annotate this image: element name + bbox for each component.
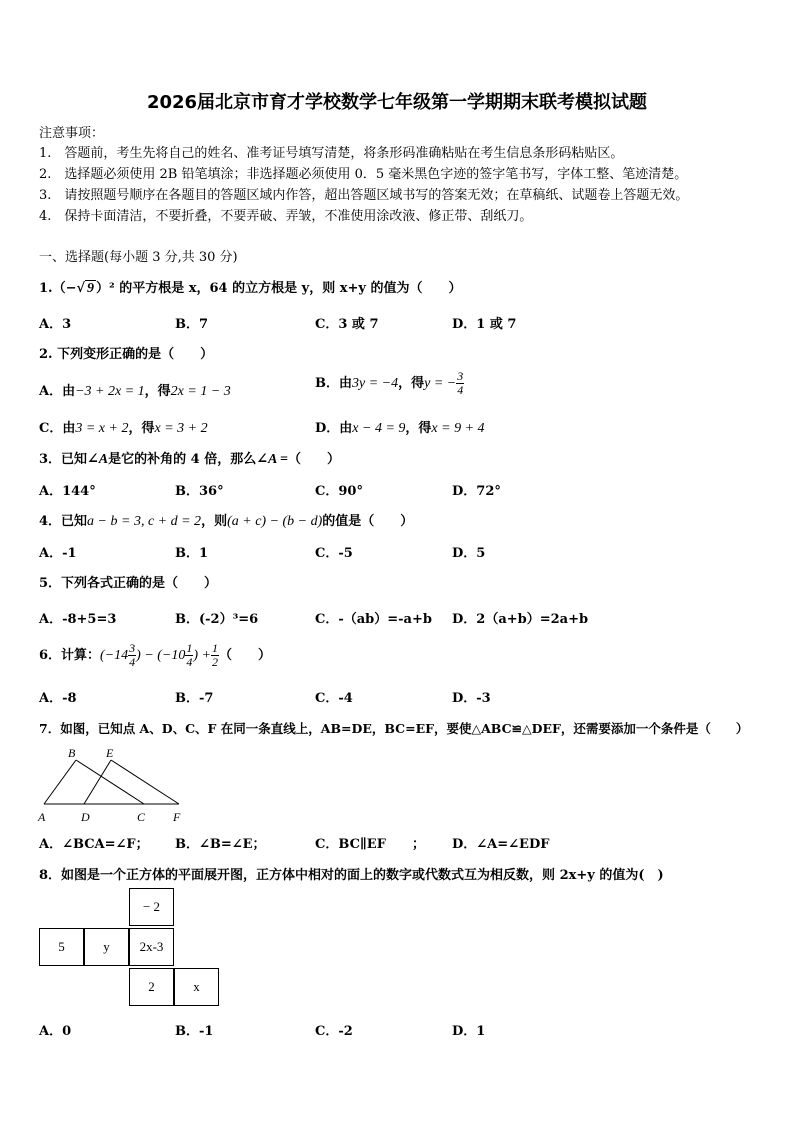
label-c: C	[137, 810, 146, 824]
q5-option-a: A．-8+5=3	[39, 612, 117, 627]
page-title: 2026届北京市育才学校数学七年级第一学期期末联考模拟试题	[146, 92, 648, 113]
section-heading: 一、选择题(每小题 3 分,共 30 分)	[39, 250, 238, 265]
label-b: B	[68, 746, 76, 760]
q1-option-d: D．1 或 7	[452, 317, 517, 332]
q1-radicand: 9	[87, 281, 95, 296]
q8-option-a: A．0	[39, 1024, 72, 1039]
q3-option-b: B．36°	[175, 484, 224, 499]
q1-option-a: A．3	[39, 317, 72, 332]
q2-option-c: C．由3 = x + 2，得x = 3 + 2	[39, 421, 208, 436]
q4-option-c: C．-5	[315, 546, 353, 561]
q2-b-fraction: $\frac{3}{4}$	[457, 369, 464, 397]
q8-option-c: C．-2	[315, 1024, 353, 1039]
q2-option-d: D．由x − 4 = 9，得x = 9 + 4	[315, 421, 485, 436]
q7-option-c: C．BC∥EF ；	[315, 837, 425, 852]
q6-option-c: C．-4	[315, 691, 353, 706]
label-e: E	[106, 746, 114, 760]
q1-prefix: 1.（−	[39, 281, 77, 296]
q6-option-b: B．-7	[175, 691, 214, 706]
q3-option-d: D．72°	[452, 484, 501, 499]
q2-option-b: B．由3y = −4，得y = − $\frac{3}{4}$	[315, 369, 464, 397]
question-6: 6．计算：(−14 $\frac{3}{4}$ ) − (−10 $\frac{1}{4}$ ) + $\frac{1}{2}$ （ ）	[39, 641, 271, 669]
question-3: 3．已知∠A是它的补角的 4 倍，那么∠A =（ ）	[39, 452, 341, 467]
q5-option-c: C．-（ab）=-a+b	[315, 612, 432, 627]
q7-option-b: B．∠B=∠E；	[175, 837, 266, 852]
q4-option-a: A．-1	[39, 546, 77, 561]
q7-option-a: A．∠BCA=∠F；	[39, 837, 149, 852]
q5-option-d: D．2（a+b）=2a+b	[452, 612, 589, 627]
net-cell-top: − 2	[129, 888, 174, 926]
q1-option-c: C．3 或 7	[315, 317, 379, 332]
question-1	[39, 277, 461, 297]
q6-option-d: D．-3	[452, 691, 491, 706]
question-8: 8．如图是一个正方体的平面展开图，正方体中相对的面上的数字或代数式互为相反数，则 2x+y 的值为( )	[39, 868, 664, 883]
q3-option-a: A．144°	[39, 484, 96, 499]
q4-option-d: D．5	[452, 546, 486, 561]
net-cell-right: x	[174, 968, 219, 1006]
net-cell-left1: 5	[39, 928, 84, 966]
q2-option-a: A．由−3 + 2x = 1，得2x = 1 − 3	[39, 384, 231, 399]
question-2: 2. 下列变形正确的是（ ）	[39, 347, 214, 362]
label-f: F	[173, 810, 181, 824]
label-a: A	[38, 810, 46, 824]
q1-suffix: ）² 的平方根是 x，64 的立方根是 y，则 x+y 的值为（ ）	[96, 281, 462, 296]
q8-option-d: D．1	[452, 1024, 486, 1039]
notice-item-1: 1. 答题前，考生先将自己的姓名、准考证号填写清楚，将条形码准确粘贴在考生信息条形码粘贴区。	[39, 146, 624, 161]
q4-option-b: B．1	[175, 546, 209, 561]
notice-item-2: 2. 选择题必须使用 2B 铅笔填涂；非选择题必须使用 0．5 毫米黑色字迹的签字笔书写，字体工整、笔迹清楚。	[39, 167, 688, 182]
notice-heading: 注意事项：	[39, 126, 105, 141]
net-cell-left2: y	[84, 928, 129, 966]
sqrt-icon: √	[76, 281, 86, 296]
notice-item-3: 3. 请按照题号顺序在各题目的答题区域内作答，超出答题区域书写的答案无效；在草稿纸、试题卷上答题无效。	[39, 188, 689, 203]
notice-item-4: 4. 保持卡面清洁，不要折叠，不要弄破、弄皱，不准使用涂改液、修正带、刮纸刀。	[39, 209, 533, 224]
q7-option-d: D．∠A=∠EDF	[452, 837, 550, 852]
label-d: D	[81, 810, 90, 824]
net-cell-bottom: 2	[129, 968, 174, 1006]
net-cell-mid: 2x-3	[129, 928, 174, 966]
q3-option-c: C．90°	[315, 484, 363, 499]
triangle-figure	[36, 744, 186, 824]
q1-option-b: B．7	[175, 317, 209, 332]
q8-option-b: B．-1	[175, 1024, 214, 1039]
q5-option-b: B．(-2）³=6	[175, 612, 259, 627]
question-5: 5．下列各式正确的是（ ）	[39, 576, 218, 591]
question-4: 4．已知a − b = 3, c + d = 2，则(a + c) − (b − d)的值是（ ）	[39, 514, 414, 529]
question-7: 7．如图，已知点 A、D、C、F 在同一条直线上，AB=DE，BC=EF，要使△ABC≌△DEF，还需要添加一个条件是（ ）	[39, 721, 749, 736]
q6-option-a: A．-8	[39, 691, 77, 706]
